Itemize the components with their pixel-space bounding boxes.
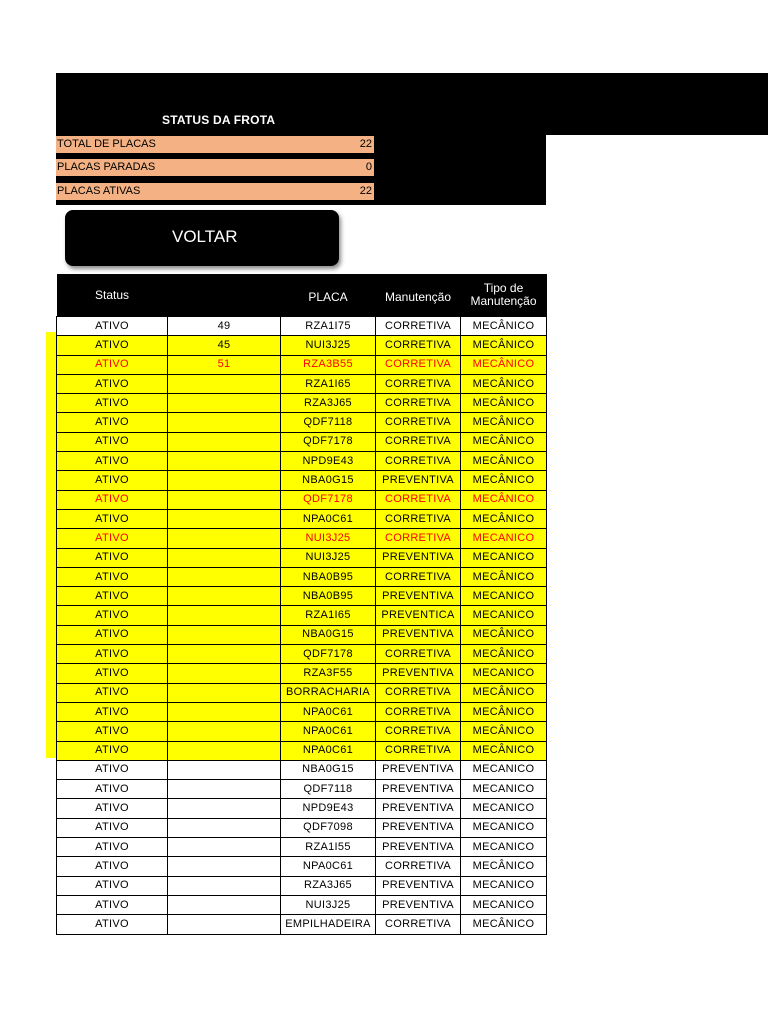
- cell-placa: NBA0G15: [281, 625, 376, 644]
- cell-manutencao: CORRETIVA: [376, 702, 461, 721]
- cell-placa: QDF7178: [281, 645, 376, 664]
- table-row: [57, 374, 547, 393]
- cell-placa: RZA3J65: [281, 394, 376, 413]
- col-header-tipo-manutencao: Tipo de Manutenção: [461, 274, 547, 317]
- table-row: [57, 587, 547, 606]
- cell-placa: BORRACHARIA: [281, 683, 376, 702]
- table-row: [57, 683, 547, 702]
- cell-status: ATIVO: [57, 548, 168, 567]
- cell-placa: NUI3J25: [281, 336, 376, 355]
- cell-number: [168, 722, 281, 741]
- cell-tipo-manutencao: MECANICO: [461, 606, 547, 625]
- table-row: [57, 529, 547, 548]
- cell-manutencao: CORRETIVA: [376, 394, 461, 413]
- table-row: [57, 336, 547, 355]
- table-row: [57, 471, 547, 490]
- cell-status: ATIVO: [57, 374, 168, 393]
- cell-manutencao: CORRETIVA: [376, 413, 461, 432]
- cell-tipo-manutencao: MECÂNICO: [461, 683, 547, 702]
- cell-number: [168, 876, 281, 895]
- cell-placa: RZA3F55: [281, 664, 376, 683]
- summary-label: PLACAS PARADAS: [57, 161, 156, 173]
- cell-manutencao: CORRETIVA: [376, 374, 461, 393]
- cell-tipo-manutencao: MECÂNICO: [461, 490, 547, 509]
- cell-placa: RZA1I75: [281, 317, 376, 336]
- cell-number: [168, 780, 281, 799]
- cell-tipo-manutencao: MECÂNICO: [461, 432, 547, 451]
- table-row: [57, 722, 547, 741]
- cell-status: ATIVO: [57, 452, 168, 471]
- cell-status: ATIVO: [57, 606, 168, 625]
- voltar-button[interactable]: [65, 210, 339, 266]
- cell-status: ATIVO: [57, 664, 168, 683]
- cell-number: 45: [168, 336, 281, 355]
- cell-manutencao: CORRETIVA: [376, 490, 461, 509]
- cell-manutencao: PREVENTIVA: [376, 625, 461, 644]
- table-row: [57, 317, 547, 336]
- cell-manutencao: CORRETIVA: [376, 722, 461, 741]
- cell-number: [168, 664, 281, 683]
- cell-placa: NPA0C61: [281, 857, 376, 876]
- cell-tipo-manutencao: MECÂNICO: [461, 355, 547, 374]
- cell-number: [168, 857, 281, 876]
- cell-status: ATIVO: [57, 722, 168, 741]
- table-row: [57, 394, 547, 413]
- cell-placa: NUI3J25: [281, 529, 376, 548]
- cell-status: ATIVO: [57, 876, 168, 895]
- cell-manutencao: CORRETIVA: [376, 317, 461, 336]
- voltar-button-label: VOLTAR: [172, 227, 238, 246]
- cell-manutencao: CORRETIVA: [376, 432, 461, 451]
- cell-placa: RZA3J65: [281, 876, 376, 895]
- summary-total-placas: [56, 136, 374, 153]
- cell-tipo-manutencao: MECÂNICO: [461, 741, 547, 760]
- cell-placa: QDF7118: [281, 780, 376, 799]
- cell-tipo-manutencao: MECÂNICO: [461, 317, 547, 336]
- cell-tipo-manutencao: MECÂNICO: [461, 702, 547, 721]
- cell-manutencao: PREVENTICA: [376, 606, 461, 625]
- summary-value: 22: [359, 185, 372, 197]
- table-row: [57, 625, 547, 644]
- cell-number: [168, 760, 281, 779]
- cell-status: ATIVO: [57, 645, 168, 664]
- cell-placa: NPA0C61: [281, 722, 376, 741]
- cell-number: [168, 394, 281, 413]
- cell-placa: NBA0G15: [281, 760, 376, 779]
- cell-number: [168, 509, 281, 528]
- table-row: [57, 741, 547, 760]
- cell-placa: QDF7178: [281, 432, 376, 451]
- cell-number: [168, 818, 281, 837]
- cell-placa: NBA0G15: [281, 471, 376, 490]
- cell-manutencao: CORRETIVA: [376, 452, 461, 471]
- cell-tipo-manutencao: MECÂNICO: [461, 722, 547, 741]
- cell-number: [168, 606, 281, 625]
- cell-number: 51: [168, 355, 281, 374]
- cell-number: [168, 645, 281, 664]
- cell-number: [168, 838, 281, 857]
- cell-placa: RZA1I65: [281, 374, 376, 393]
- cell-tipo-manutencao: MECANICO: [461, 799, 547, 818]
- cell-number: [168, 895, 281, 914]
- cell-manutencao: PREVENTIVA: [376, 760, 461, 779]
- table-row: [57, 838, 547, 857]
- cell-status: ATIVO: [57, 471, 168, 490]
- cell-tipo-manutencao: MECANICO: [461, 780, 547, 799]
- cell-number: [168, 490, 281, 509]
- table-row: [57, 857, 547, 876]
- table-row: [57, 355, 547, 374]
- table-row: [57, 548, 547, 567]
- cell-manutencao: PREVENTIVA: [376, 895, 461, 914]
- cell-placa: RZA1I65: [281, 606, 376, 625]
- cell-manutencao: CORRETIVA: [376, 683, 461, 702]
- cell-tipo-manutencao: MECÂNICO: [461, 394, 547, 413]
- cell-status: ATIVO: [57, 838, 168, 857]
- cell-tipo-manutencao: MECANICO: [461, 818, 547, 837]
- fleet-table: [56, 274, 547, 935]
- cell-number: 49: [168, 317, 281, 336]
- cell-status: ATIVO: [57, 915, 168, 934]
- cell-manutencao: PREVENTIVA: [376, 876, 461, 895]
- cell-status: ATIVO: [57, 317, 168, 336]
- table-row: [57, 818, 547, 837]
- cell-tipo-manutencao: MECÂNICO: [461, 915, 547, 934]
- cell-placa: NBA0B95: [281, 587, 376, 606]
- cell-tipo-manutencao: MECÂNICO: [461, 645, 547, 664]
- cell-manutencao: CORRETIVA: [376, 645, 461, 664]
- cell-tipo-manutencao: MECÂNICO: [461, 857, 547, 876]
- cell-tipo-manutencao: MECÂNICO: [461, 471, 547, 490]
- cell-number: [168, 548, 281, 567]
- cell-placa: RZA1I55: [281, 838, 376, 857]
- cell-number: [168, 432, 281, 451]
- cell-tipo-manutencao: MECÂNICO: [461, 625, 547, 644]
- table-row: [57, 606, 547, 625]
- cell-status: ATIVO: [57, 490, 168, 509]
- cell-tipo-manutencao: MECANICO: [461, 838, 547, 857]
- cell-placa: QDF7118: [281, 413, 376, 432]
- cell-tipo-manutencao: MECÂNICO: [461, 509, 547, 528]
- cell-number: [168, 587, 281, 606]
- summary-placas-paradas: [56, 159, 374, 176]
- cell-status: ATIVO: [57, 741, 168, 760]
- summary-placas-ativas: [56, 183, 374, 200]
- cell-placa: RZA3B55: [281, 355, 376, 374]
- cell-status: ATIVO: [57, 818, 168, 837]
- cell-number: [168, 741, 281, 760]
- cell-manutencao: PREVENTIVA: [376, 780, 461, 799]
- page-title: STATUS DA FROTA: [162, 113, 276, 127]
- table-row: [57, 432, 547, 451]
- cell-placa: NPD9E43: [281, 452, 376, 471]
- cell-number: [168, 683, 281, 702]
- cell-placa: NUI3J25: [281, 548, 376, 567]
- cell-number: [168, 413, 281, 432]
- cell-manutencao: PREVENTIVA: [376, 838, 461, 857]
- cell-tipo-manutencao: MECANICO: [461, 876, 547, 895]
- cell-status: ATIVO: [57, 799, 168, 818]
- col-header-placa: PLACA: [281, 274, 376, 317]
- cell-manutencao: CORRETIVA: [376, 741, 461, 760]
- cell-number: [168, 471, 281, 490]
- cell-number: [168, 799, 281, 818]
- cell-status: ATIVO: [57, 529, 168, 548]
- cell-tipo-manutencao: MECANICO: [461, 760, 547, 779]
- cell-number: [168, 915, 281, 934]
- cell-placa: NPA0C61: [281, 702, 376, 721]
- cell-manutencao: PREVENTIVA: [376, 818, 461, 837]
- cell-manutencao: PREVENTIVA: [376, 799, 461, 818]
- summary-value: 0: [365, 161, 372, 173]
- cell-placa: NBA0B95: [281, 567, 376, 586]
- cell-status: ATIVO: [57, 857, 168, 876]
- table-row: [57, 876, 547, 895]
- col-header-blank: [168, 274, 281, 317]
- cell-manutencao: CORRETIVA: [376, 509, 461, 528]
- cell-manutencao: CORRETIVA: [376, 857, 461, 876]
- cell-placa: NPA0C61: [281, 741, 376, 760]
- cell-placa: NUI3J25: [281, 895, 376, 914]
- table-row: [57, 567, 547, 586]
- cell-manutencao: PREVENTIVA: [376, 664, 461, 683]
- cell-number: [168, 567, 281, 586]
- highlight-marker: [46, 332, 56, 758]
- cell-status: ATIVO: [57, 394, 168, 413]
- cell-tipo-manutencao: MECÂNICO: [461, 413, 547, 432]
- col-header-status: Status: [57, 274, 168, 317]
- cell-placa: NPA0C61: [281, 509, 376, 528]
- cell-manutencao: PREVENTIVA: [376, 548, 461, 567]
- table-row: [57, 452, 547, 471]
- cell-manutencao: CORRETIVA: [376, 915, 461, 934]
- table-row: [57, 490, 547, 509]
- summary-label: PLACAS ATIVAS: [57, 185, 141, 197]
- cell-number: [168, 452, 281, 471]
- cell-manutencao: CORRETIVA: [376, 336, 461, 355]
- cell-status: ATIVO: [57, 780, 168, 799]
- cell-manutencao: CORRETIVA: [376, 567, 461, 586]
- cell-placa: QDF7098: [281, 818, 376, 837]
- cell-manutencao: CORRETIVA: [376, 529, 461, 548]
- table-row: [57, 760, 547, 779]
- cell-number: [168, 374, 281, 393]
- table-row: [57, 664, 547, 683]
- table-row: [57, 509, 547, 528]
- summary-value: 22: [359, 138, 372, 150]
- table-row: [57, 645, 547, 664]
- cell-manutencao: PREVENTIVA: [376, 587, 461, 606]
- table-row: [57, 895, 547, 914]
- fleet-table-body: [57, 317, 547, 935]
- cell-manutencao: CORRETIVA: [376, 355, 461, 374]
- table-header-row: [57, 274, 547, 317]
- cell-tipo-manutencao: MECANICO: [461, 664, 547, 683]
- summary-label: TOTAL DE PLACAS: [57, 138, 156, 150]
- table-row: [57, 413, 547, 432]
- cell-number: [168, 702, 281, 721]
- cell-tipo-manutencao: MECÂNICO: [461, 452, 547, 471]
- cell-tipo-manutencao: MECANICO: [461, 895, 547, 914]
- cell-status: ATIVO: [57, 336, 168, 355]
- table-row: [57, 702, 547, 721]
- cell-number: [168, 529, 281, 548]
- table-row: [57, 799, 547, 818]
- cell-tipo-manutencao: MECANICO: [461, 587, 547, 606]
- cell-placa: QDF7178: [281, 490, 376, 509]
- cell-status: ATIVO: [57, 895, 168, 914]
- table-row: [57, 915, 547, 934]
- col-header-manutencao: Manutenção: [376, 274, 461, 317]
- cell-manutencao: PREVENTIVA: [376, 471, 461, 490]
- cell-tipo-manutencao: MECANICO: [461, 548, 547, 567]
- cell-tipo-manutencao: MECANICO: [461, 529, 547, 548]
- cell-placa: NPD9E43: [281, 799, 376, 818]
- cell-placa: EMPILHADEIRA: [281, 915, 376, 934]
- cell-status: ATIVO: [57, 683, 168, 702]
- cell-tipo-manutencao: MECÂNICO: [461, 374, 547, 393]
- cell-status: ATIVO: [57, 625, 168, 644]
- cell-status: ATIVO: [57, 760, 168, 779]
- cell-status: ATIVO: [57, 509, 168, 528]
- cell-status: ATIVO: [57, 355, 168, 374]
- cell-tipo-manutencao: MECÂNICO: [461, 336, 547, 355]
- cell-status: ATIVO: [57, 587, 168, 606]
- cell-status: ATIVO: [57, 432, 168, 451]
- cell-number: [168, 625, 281, 644]
- table-row: [57, 780, 547, 799]
- cell-status: ATIVO: [57, 567, 168, 586]
- cell-status: ATIVO: [57, 413, 168, 432]
- cell-tipo-manutencao: MECÂNICO: [461, 567, 547, 586]
- cell-status: ATIVO: [57, 702, 168, 721]
